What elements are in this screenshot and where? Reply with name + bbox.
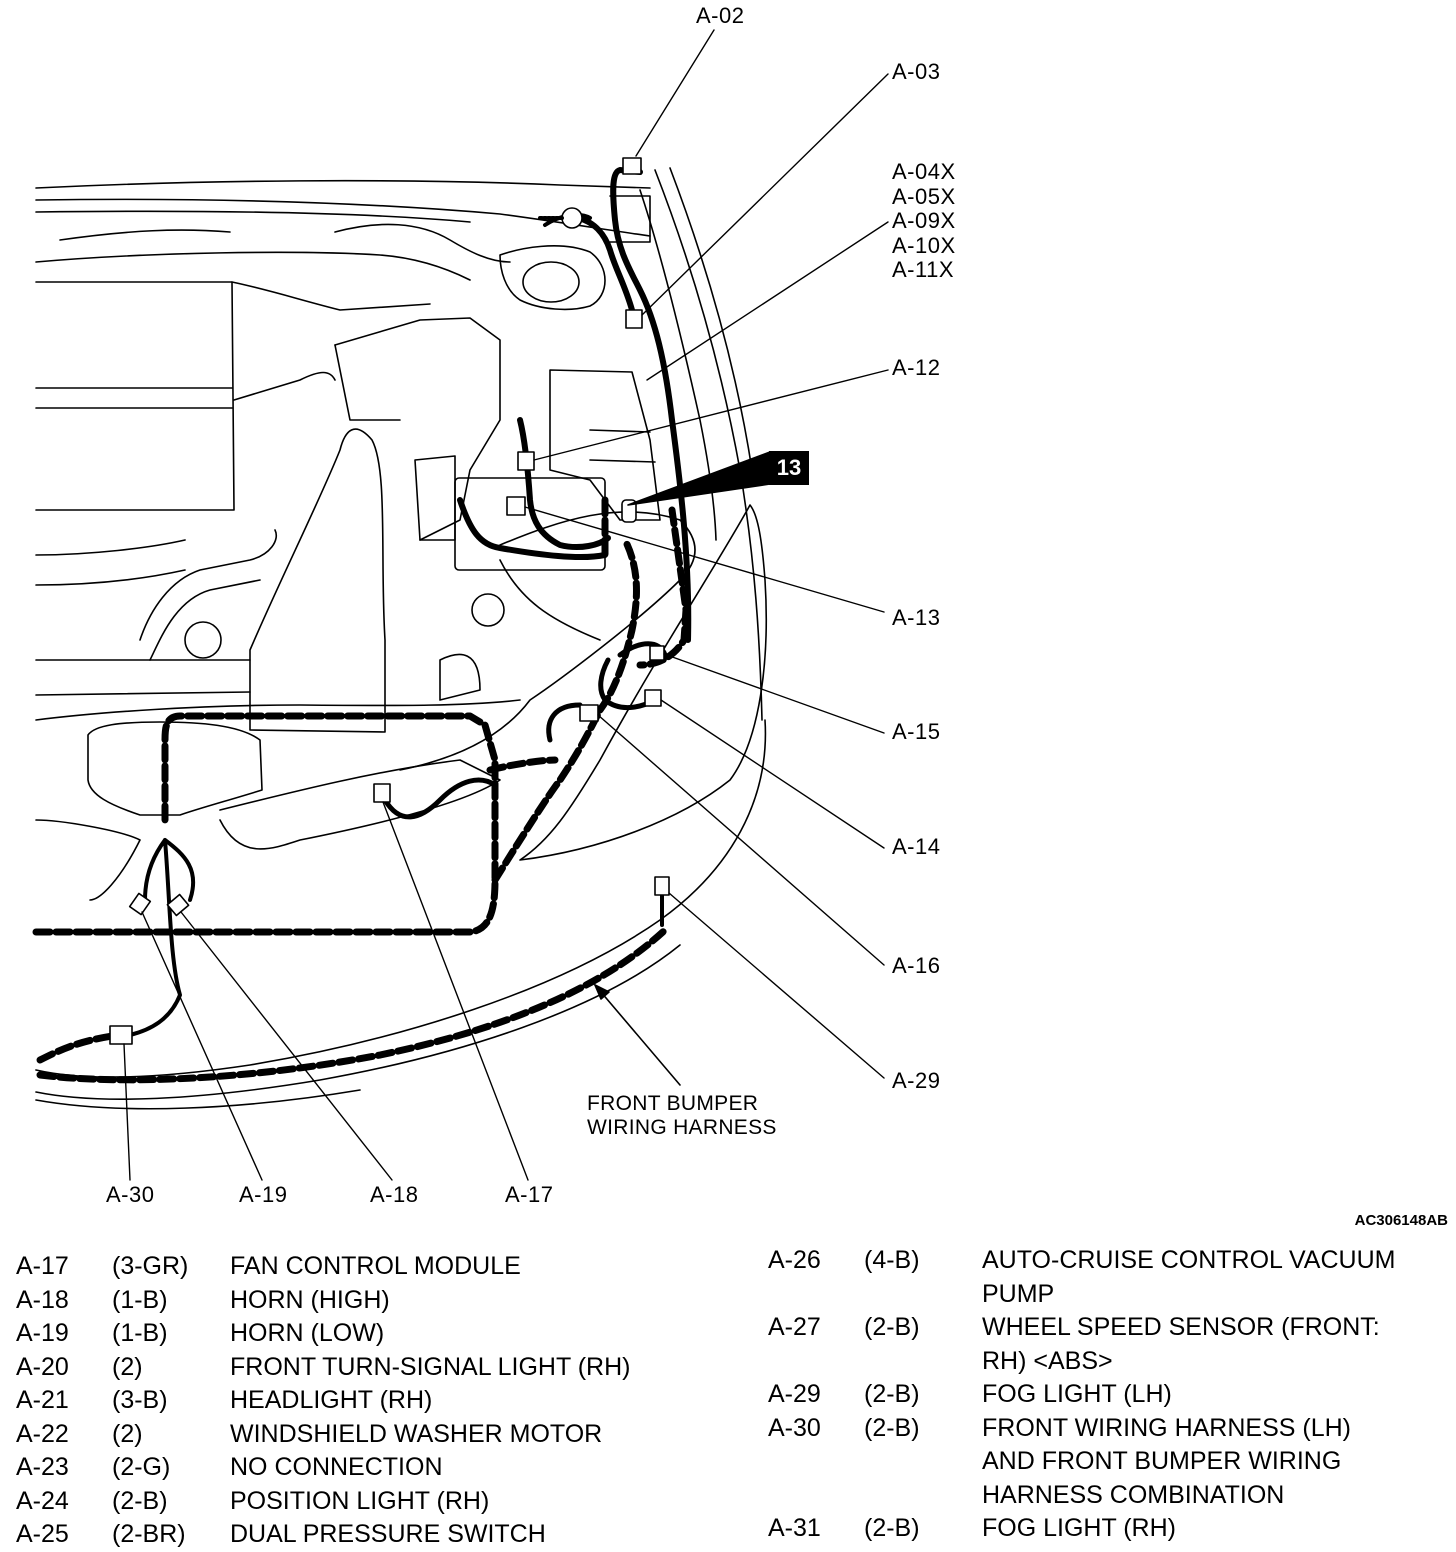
radiator-cap (185, 622, 221, 658)
engine-cover (335, 345, 400, 420)
legend-desc: HEADLIGHT (RH) (230, 1386, 433, 1414)
front-wiring-harness (36, 716, 495, 932)
legend-code: A-18 (16, 1285, 69, 1314)
leader-a03 (642, 74, 888, 315)
legend-pins: (2-B) (864, 1313, 920, 1341)
leader-a12 (534, 370, 888, 460)
legend-row (768, 1378, 1452, 1412)
legend-pins: (2-B) (864, 1413, 920, 1442)
radiator-block (36, 282, 234, 510)
callout-a03: A-03 (892, 59, 941, 84)
callout-a05x: A-05X (892, 184, 956, 209)
legend-code: A-17 (16, 1252, 69, 1280)
connector-a16 (580, 705, 598, 721)
legend-row (768, 1244, 1452, 1311)
legend-desc: POSITION LIGHT (RH) (230, 1486, 490, 1515)
legend-code: A-25 (16, 1520, 69, 1548)
callout-a02: A-02 (696, 3, 745, 28)
legend-pins: (2-G) (112, 1453, 171, 1481)
fuse-box-line (590, 460, 655, 462)
legend-pins: (2) (112, 1419, 143, 1448)
legend-row (768, 1311, 1452, 1378)
callout-a14: A-14 (892, 834, 941, 859)
front-body-contour (36, 820, 140, 900)
legend-code: A-26 (768, 1246, 821, 1274)
legend-pins: (2-B) (864, 1514, 920, 1542)
front-bumper-harness-note: FRONT BUMPER WIRING HARNESS (587, 1092, 777, 1139)
reservoir-cap (472, 594, 504, 626)
legend-desc: DUAL PRESSURE SWITCH (230, 1520, 546, 1548)
figure-id: AC306148AB (1354, 1212, 1448, 1229)
callout-a30: A-30 (106, 1182, 155, 1207)
strut-tower (523, 262, 579, 302)
callout-a11x: A-11X (892, 257, 955, 282)
legend-pins: (4-B) (864, 1246, 920, 1274)
connector-legend-right (768, 1244, 1452, 1546)
radiator-fin (232, 282, 430, 310)
callout-a18: A-18 (370, 1182, 419, 1207)
bumper-wiring-harness (40, 1035, 120, 1060)
leader-a19 (142, 912, 262, 1180)
legend-code: A-20 (16, 1352, 69, 1381)
callout-a29: A-29 (892, 1068, 941, 1093)
leader-a15 (664, 654, 884, 733)
legend-row (16, 1351, 631, 1385)
connector-a13 (507, 497, 525, 515)
strut-mount (335, 224, 510, 262)
cowl-line (36, 252, 470, 280)
legend-row (16, 1384, 631, 1418)
callout-a10x: A-10X (892, 233, 956, 258)
legend-desc: FOG LIGHT (RH) (982, 1514, 1176, 1542)
connector-a03 (626, 310, 642, 328)
legend-desc: HORN (HIGH) (230, 1285, 390, 1314)
legend-code: A-31 (768, 1514, 821, 1542)
legend-code: A-27 (768, 1313, 821, 1341)
legend-row (16, 1451, 631, 1485)
hose (36, 570, 185, 585)
harness-run (385, 780, 495, 817)
battery-box (415, 456, 455, 540)
leader-a02 (636, 30, 714, 156)
callout-a19: A-19 (239, 1182, 288, 1207)
badge-pointer (628, 452, 770, 505)
legend-desc: FOG LIGHT (LH) (982, 1380, 1172, 1408)
legend-row (16, 1418, 631, 1452)
legend-code: A-21 (16, 1386, 69, 1414)
legend-desc: WHEEL SPEED SENSOR (FRONT: RH) <ABS> (982, 1313, 1380, 1375)
leader-a14 (661, 700, 884, 848)
legend-desc: FRONT TURN-SIGNAL LIGHT (RH) (230, 1352, 631, 1381)
legend-pins: (2-B) (112, 1486, 168, 1515)
leader-a29 (669, 893, 884, 1078)
front-body-contour (88, 722, 262, 815)
intake-duct (36, 692, 250, 695)
legend-row (768, 1512, 1452, 1546)
connector-a19 (130, 893, 151, 914)
legend-row (768, 1412, 1452, 1513)
legend-pins: (1-B) (112, 1285, 168, 1314)
legend-code: A-19 (16, 1319, 69, 1347)
legend-code: A-30 (768, 1413, 821, 1442)
connector-a17 (374, 784, 390, 802)
callout-a15: A-15 (892, 719, 941, 744)
lower-body (500, 560, 600, 640)
legend-pins: (1-B) (112, 1319, 168, 1347)
legend-pins: (3-GR) (112, 1252, 189, 1280)
legend-pins: (3-B) (112, 1386, 168, 1414)
bumper-wiring-harness (40, 930, 665, 1080)
badge-13: 13 (769, 451, 809, 485)
legend-desc: NO CONNECTION (230, 1453, 443, 1481)
legend-desc: WINDSHIELD WASHER MOTOR (230, 1419, 603, 1448)
callout-a04x: A-04X (892, 159, 956, 184)
engine-cover (234, 373, 335, 401)
callout-a09x: A-09X (892, 208, 956, 233)
legend-desc: AUTO-CRUISE CONTROL VACUUM PUMP (982, 1246, 1396, 1308)
ground-point (562, 208, 582, 228)
legend-row (16, 1518, 631, 1552)
legend-pins: (2) (112, 1352, 143, 1381)
leader-a18 (181, 912, 392, 1180)
strut-mount (500, 246, 605, 310)
legend-desc: FAN CONTROL MODULE (230, 1252, 521, 1280)
front-bumper (36, 1090, 360, 1109)
legend-row (16, 1485, 631, 1519)
legend-row (16, 1284, 631, 1318)
harness-note-arrow (595, 985, 680, 1085)
legend-row (16, 1250, 631, 1284)
front-wiring-harness (490, 760, 555, 770)
connector-a14 (645, 690, 661, 706)
connector-a02 (623, 158, 641, 174)
harness-run (549, 705, 580, 740)
connector-a29 (655, 877, 669, 895)
cowl-line (36, 181, 650, 188)
connector-a15 (650, 646, 664, 660)
fuse-box-line (590, 430, 650, 432)
callout-a16: A-16 (892, 953, 941, 978)
cowl-line (60, 230, 230, 240)
legend-code: A-24 (16, 1486, 69, 1515)
connector-legend-left (16, 1250, 631, 1552)
callout-a17: A-17 (505, 1182, 554, 1207)
lower-body (440, 654, 480, 700)
connector-a12 (518, 452, 534, 470)
legend-desc: FRONT WIRING HARNESS (LH) AND FRONT BUMPER WIRING HARNESS COMBINATION (982, 1413, 1351, 1509)
legend-pins: (2-BR) (112, 1520, 186, 1548)
legend-row (16, 1317, 631, 1351)
legend-desc: HORN (LOW) (230, 1319, 385, 1347)
intake-duct (250, 429, 385, 732)
legend-code: A-29 (768, 1380, 821, 1408)
callout-a13: A-13 (892, 605, 941, 630)
leader-a30 (124, 1044, 130, 1180)
hose (36, 540, 185, 555)
cowl-line (36, 211, 470, 222)
legend-code: A-23 (16, 1453, 69, 1481)
legend-pins: (2-B) (864, 1380, 920, 1408)
callout-a12: A-12 (892, 355, 941, 380)
legend-code: A-22 (16, 1419, 69, 1448)
connector-a30 (110, 1026, 132, 1044)
